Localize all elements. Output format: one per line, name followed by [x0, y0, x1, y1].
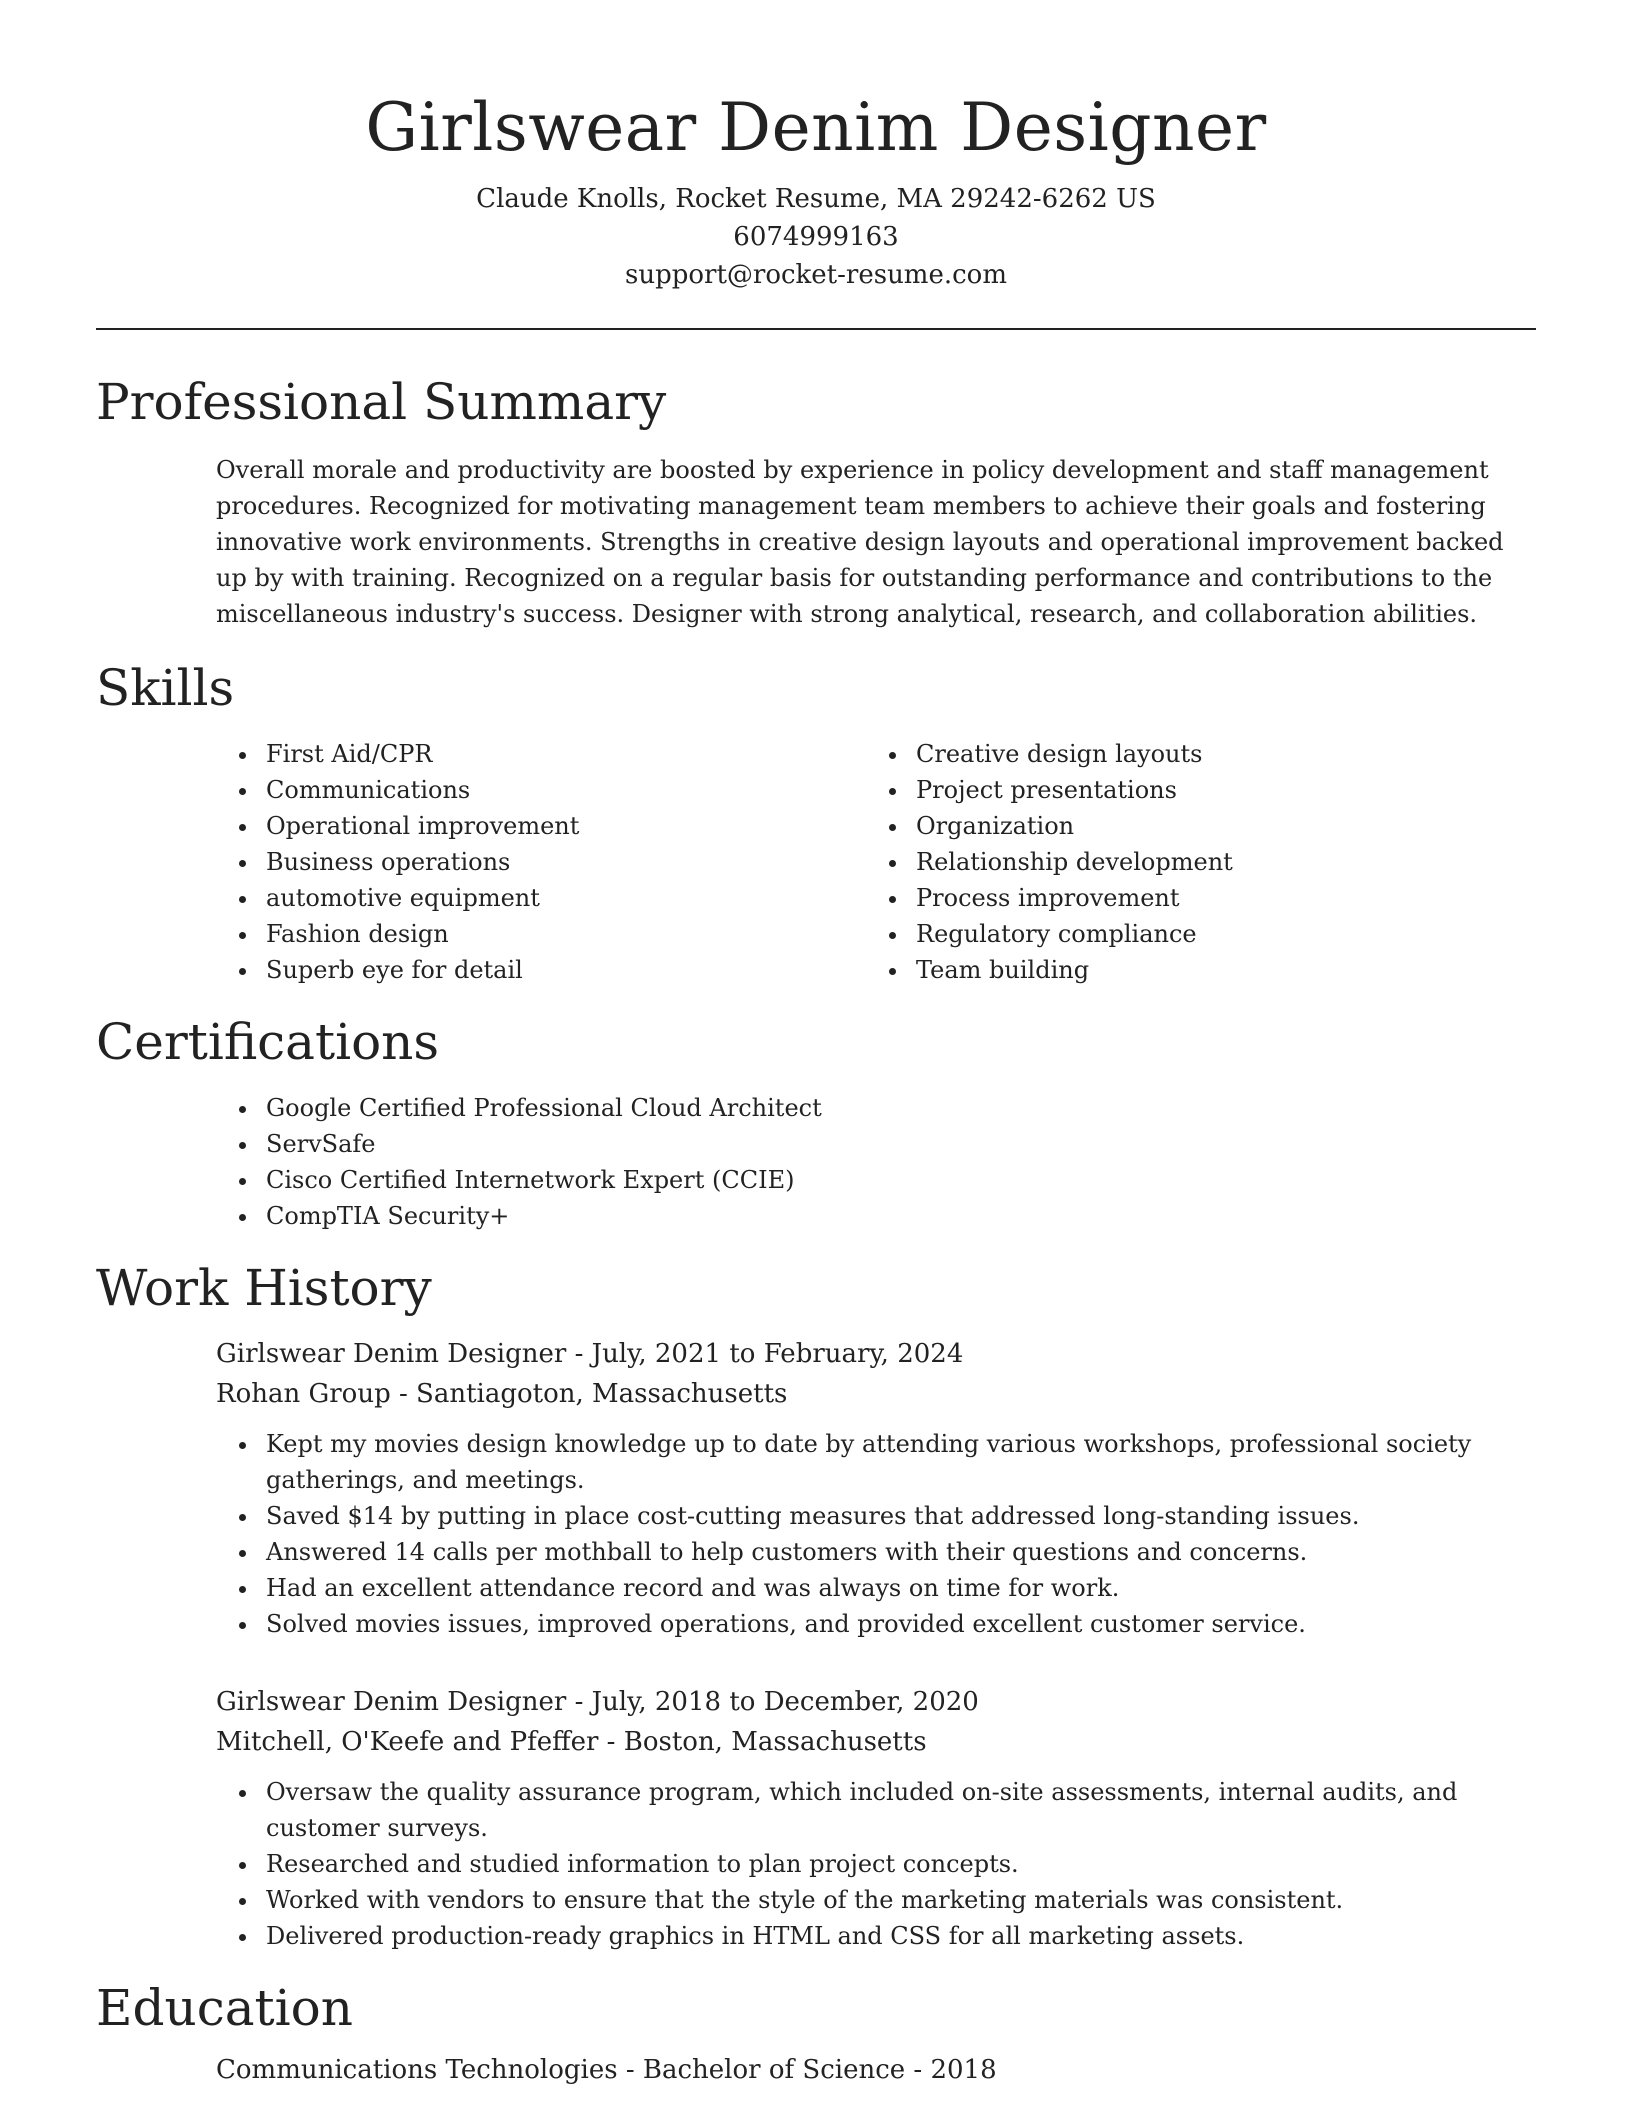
job-bullet: • Delivered production-ready graphics in HTML and CSS for all marketing assets.	[260, 1918, 1536, 1954]
certification-item: • Cisco Certified Internetwork Expert (CCIE)	[260, 1162, 1536, 1198]
job-bullet: • Kept my movies design knowledge up to date by attending various workshops, professional society gatherings, and meetings.	[260, 1426, 1536, 1498]
certification-item: • CompTIA Security+	[260, 1198, 1536, 1234]
skill-item: • Creative design layouts	[910, 736, 1516, 772]
education-heading: Education	[96, 1979, 353, 2037]
skill-item: • First Aid/CPR	[260, 736, 866, 772]
education-degree-line: Communications Technologies - Bachelor of Science - 2018	[216, 2055, 997, 2085]
job-company-line	[216, 1722, 1536, 1762]
job-company-line	[216, 1374, 1536, 1414]
skill-item: • Relationship development	[910, 844, 1516, 880]
contact-address: Claude Knolls, Rocket Resume, MA 29242-6262 US	[476, 184, 1156, 214]
job-entry	[216, 1682, 1536, 1954]
resume-header	[96, 0, 1536, 294]
skills-columns	[216, 720, 1536, 988]
job-entry	[216, 1334, 1536, 1642]
skill-item: • Business operations	[260, 844, 866, 880]
skill-item: • Team building	[910, 952, 1516, 988]
header-divider	[96, 328, 1536, 330]
job-location: - Boston, Massachusetts	[598, 1727, 927, 1757]
job-bullet: • Had an excellent attendance record and was always on time for work.	[260, 1570, 1536, 1606]
job-bullet: • Saved $14 by putting in place cost-cutting measures that addressed long-standing issues.	[260, 1498, 1536, 1534]
skill-item: • Project presentations	[910, 772, 1516, 808]
job-title-line	[216, 1334, 1536, 1374]
candidate-title: Girlswear Denim Designer	[365, 89, 1267, 166]
skill-item: • Superb eye for detail	[260, 952, 866, 988]
certifications-block	[216, 1090, 1536, 1234]
skills-heading: Skills	[96, 659, 235, 717]
job-company: Rohan Group	[216, 1379, 391, 1409]
certification-item: • Google Certified Professional Cloud Architect	[260, 1090, 1536, 1126]
job-dates: - July, 2021 to February, 2024	[566, 1339, 964, 1369]
job-title: Girlswear Denim Designer	[216, 1339, 567, 1369]
skill-item: • Communications	[260, 772, 866, 808]
skill-item: • Fashion design	[260, 916, 866, 952]
skill-item: • Organization	[910, 808, 1516, 844]
certifications-heading: Certifications	[96, 1013, 440, 1071]
skills-column-left	[216, 720, 866, 988]
skills-column-right	[866, 720, 1516, 988]
work-history-heading: Work History	[96, 1259, 432, 1317]
certification-item: • ServSafe	[260, 1126, 1536, 1162]
contact-email: support@rocket-resume.com	[624, 260, 1007, 290]
skill-item: • automotive equipment	[260, 880, 866, 916]
job-dates: - July, 2018 to December, 2020	[566, 1687, 979, 1717]
job-bullet: • Solved movies issues, improved operations, and provided excellent customer service.	[260, 1606, 1536, 1642]
contact-block	[96, 180, 1536, 294]
job-company: Mitchell, O'Keefe and Pfeffer	[216, 1727, 599, 1757]
skill-item: • Operational improvement	[260, 808, 866, 844]
summary-text: Overall morale and productivity are boosted by experience in policy development and staff management procedures. Recognized for motivating management team members to achieve their goals and fostering innovative work environments. Strengths in creative design layouts and operational improvement backed up by with training. Recognized on a regular basis for outstanding performance and contributions to the miscellaneous industry's success. Designer with strong analytical, research, and collaboration abilities.	[216, 456, 1504, 628]
job-bullet: • Oversaw the quality assurance program, which included on-site assessments, internal audits, and customer surveys.	[260, 1774, 1536, 1846]
summary-heading: Professional Summary	[96, 373, 667, 431]
job-title: Girlswear Denim Designer	[216, 1687, 567, 1717]
contact-phone: 6074999163	[733, 222, 899, 252]
job-location: - Santiagoton, Massachusetts	[390, 1379, 788, 1409]
job-bullet: • Answered 14 calls per mothball to help customers with their questions and concerns.	[260, 1534, 1536, 1570]
skill-item: • Process improvement	[910, 880, 1516, 916]
job-title-line	[216, 1682, 1536, 1722]
skill-item: • Regulatory compliance	[910, 916, 1516, 952]
job-bullet: • Worked with vendors to ensure that the style of the marketing materials was consistent.	[260, 1882, 1536, 1918]
job-bullet: • Researched and studied information to plan project concepts.	[260, 1846, 1536, 1882]
